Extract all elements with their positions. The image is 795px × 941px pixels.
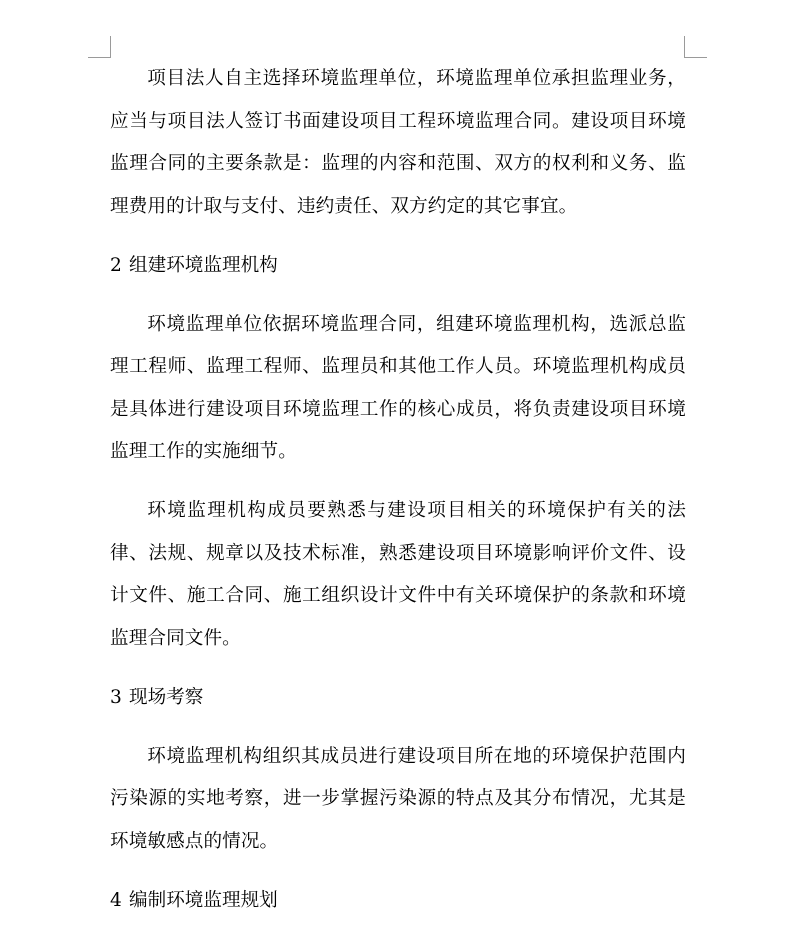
heading-number: 3 [110,686,122,708]
page-corner-mark-top-right [684,36,685,58]
page-corner-mark-top-left [88,57,111,58]
page-corner-mark-top-left [110,36,111,58]
paragraph-site-survey: 环境监理机构组织其成员进行建设项目所在地的环境保护范围内污染源的实地考察，进一步掌握污染源的特点及其分布情况，尤其是环境敏感点的情况。 [110,745,686,852]
heading-section-3 [110,677,686,720]
heading-section-2 [110,245,686,288]
document-body [110,58,686,922]
heading-text: 编制环境监理规划 [129,889,278,911]
paragraph-familiarization: 环境监理机构成员要熟悉与建设项目相关的环境保护有关的法律、法规、规章以及技术标准，熟悉建设项目环境影响评价文件、设计文件、施工合同、施工组织设计文件中有关环境保护的条款和环境监理合同文件。 [110,500,686,649]
heading-number: 4 [110,889,122,911]
heading-text: 现场考察 [129,686,204,708]
page-corner-mark-top-right [684,57,707,58]
paragraph-organization: 环境监理单位依据环境监理合同，组建环境监理机构，选派总监理工程师、监理工程师、监理员和其他工作人员。环境监理机构成员是具体进行建设项目环境监理工作的核心成员，将负责建设项目环境监理工作的实施细节。 [110,313,686,462]
heading-section-4 [110,880,686,923]
paragraph-contract: 项目法人自主选择环境监理单位，环境监理单位承担监理业务，应当与项目法人签订书面建设项目工程环境监理合同。建设项目环境监理合同的主要条款是：监理的内容和范围、双方的权利和义务、监理费用的计取与支付、违约责任、双方约定的其它事宜。 [110,68,686,217]
heading-text: 组建环境监理机构 [129,254,278,276]
heading-number: 2 [110,254,122,276]
